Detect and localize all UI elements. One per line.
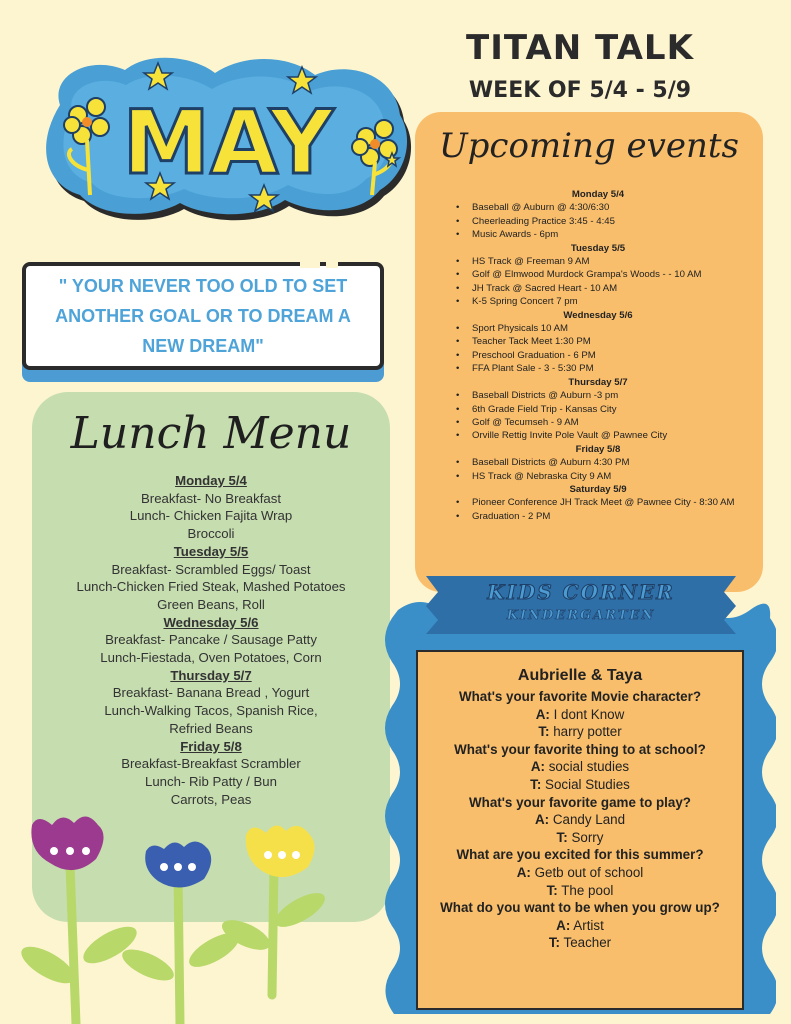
event-item: • Baseball Districts @ Auburn -3 pm [448,389,748,402]
lunch-item: Lunch-Chicken Fried Steak, Mashed Potatoes [76,579,346,595]
interview-question: What's your favorite game to play? [469,794,691,810]
event-day: Thursday 5/7 [568,376,628,388]
event-day: Friday 5/8 [575,443,621,455]
event-item: • Golf @ Tecumseh - 9 AM [448,416,748,429]
answer-t: T: Teacher [548,935,612,951]
events-list [448,188,748,523]
lunch-item: Carrots, Peas [170,791,252,807]
newsletter-title: TITAN TALK [466,28,694,68]
lunch-day: Friday 5/8 [180,738,242,754]
lunch-day: Thursday 5/7 [170,667,252,683]
interview-question: What's your favorite Movie character? [458,689,702,704]
lunch-day: Tuesday 5/5 [173,543,249,559]
lunch-item: Lunch-Walking Tacos, Spanish Rice, [104,703,318,719]
event-item: • Sport Physicals 10 AM [448,322,748,335]
answer-a: A: social studies [530,759,630,775]
lunch-item: Breakfast- Scrambled Eggs/ Toast [111,561,311,577]
tulip-flowers-decoration [18,815,348,1024]
may-text: MAY [122,91,334,194]
event-item: • Preschool Graduation - 6 PM [448,349,748,362]
lunch-item: Lunch-Fiestada, Oven Potatoes, Corn [100,650,322,666]
kids-corner-title: KIDS CORNER [487,580,675,604]
event-item: • 6th Grade Field Trip - Kansas City [448,403,748,416]
event-item: • Orville Rettig Invite Pole Vault @ Pawnee City [448,429,748,442]
event-item: • K-5 Spring Concert 7 pm [448,295,748,308]
event-item: • HS Track @ Nebraska City 9 AM [448,470,748,483]
lunch-menu [40,472,382,808]
events-title: Upcoming events [439,126,739,166]
event-item: • Baseball @ Auburn @ 4:30/6:30 [448,201,748,214]
answer-t: T: harry potter [538,724,622,740]
event-item: • Music Awards - 6pm [448,228,748,241]
answer-t: T: Social Studies [530,776,630,792]
event-item: • Graduation - 2 PM [448,510,748,523]
event-day: Monday 5/4 [571,189,625,200]
answer-a: A: I dont Know [535,706,625,722]
lunch-item: Breakfast- No Breakfast [141,490,281,506]
quote-border-gap [326,258,338,268]
lunch-item: Breakfast- Pancake / Sausage Patty [105,632,317,648]
event-day: Wednesday 5/6 [563,309,633,321]
event-item: • Cheerleading Practice 3:45 - 4:45 [448,215,748,228]
event-item: • Teacher Tack Meet 1:30 PM [448,335,748,348]
kids-interview [420,664,740,952]
event-item: • JH Track @ Sacred Heart - 10 AM [448,282,748,295]
interview-question: What do you want to be when you grow up? [440,900,720,916]
answer-a: A: Artist [556,917,604,933]
lunch-item: Breakfast-Breakfast Scrambler [121,756,301,772]
lunch-day: Monday 5/4 [175,473,247,488]
event-item: • FFA Plant Sale - 3 - 5:30 PM [448,362,748,375]
interview-question: What's your favorite thing to at school? [454,741,706,757]
lunch-day: Wednesday 5/6 [163,614,259,630]
week-range: WEEK OF 5/4 - 5/9 [468,78,692,103]
lunch-item: Green Beans, Roll [157,596,265,612]
quote-border-gap [300,258,320,268]
answer-a: A: Candy Land [534,812,626,828]
event-day: Saturday 5/9 [569,483,627,495]
kids-corner-subtitle: KINDERGARTEN [506,608,656,623]
lunch-item: Lunch- Chicken Fajita Wrap [129,508,293,524]
event-item: • Pioneer Conference JH Track Meet @ Pawnee City - 8:30 AM [448,496,748,509]
yellow-tulip-icon [246,825,315,877]
blue-tulip-icon [145,841,211,887]
interview-question: What are you excited for this summer? [456,847,704,863]
answer-t: T: The pool [546,882,614,898]
student-names: Aubrielle & Taya [517,667,643,684]
quote-text: " YOUR NEVER TOO OLD TO SET ANOTHER GOAL OR TO DREAM A NEW DREAM" [55,276,351,356]
quote-box [22,262,384,370]
event-item: • Baseball Districts @ Auburn 4:30 PM [448,456,748,469]
lunch-item: Refried Beans [169,720,253,736]
may-badge [30,45,415,225]
answer-t: T: Sorry [556,829,604,845]
lunch-item: Lunch- Rib Patty / Bun [145,773,277,789]
event-item: • HS Track @ Freeman 9 AM [448,255,748,268]
answer-a: A: Getb out of school [516,864,644,880]
event-item: • Golf @ Elmwood Murdock Grampa's Woods - - 10 AM [448,268,748,281]
event-day: Tuesday 5/5 [570,242,626,254]
purple-tulip-icon [31,816,103,870]
lunch-item: Broccoli [187,526,235,542]
lunch-title: Lunch Menu [70,408,352,459]
lunch-item: Breakfast- Banana Bread , Yogurt [112,685,310,701]
